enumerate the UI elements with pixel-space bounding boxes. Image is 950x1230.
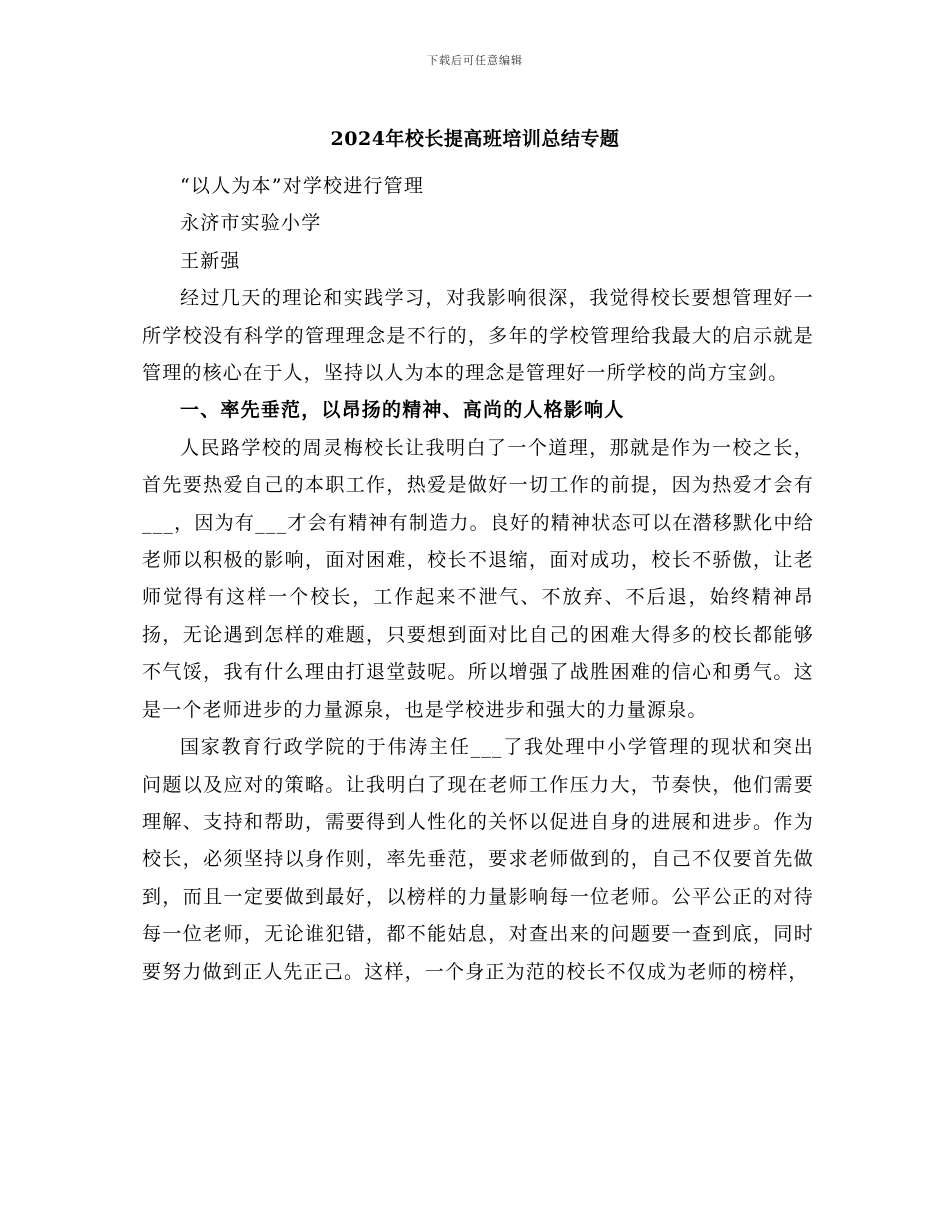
section-heading-1: 一、率先垂范，以昂扬的精神、高尚的人格影响人 xyxy=(180,399,625,422)
paragraph-yu: 国家教育行政学院的于伟涛主任___了我处理中小学管理的现状和突出问题以及应对的策略。让我明白了现在老师工作压力大，节奏快，他们需要理解、支持和帮助，需要得到人性化的关怀以促进自身的进展和进步。作为校长，必须坚持以身作则，率先垂范，要求老师做到的，自己不仅要首先做到，而且一定要做到最好，以榜样的力量影响每一位老师。公平公正的对待每一位老师，无论谁犯错，都不能姑息，对查出来的问题要一查到底，同时要努力做到正人先正己。这样，一个身正为范的校长不仅成为老师的榜样， xyxy=(142,736,814,983)
page-header-note: 下载后可任意编辑 xyxy=(427,54,523,67)
author-line: 王新强 xyxy=(180,249,241,272)
paragraph-zhou: 人民路学校的周灵梅校长让我明白了一个道理，那就是作为一校之长，首先要热爱自己的本职工作，热爱是做好一切工作的前提，因为热爱才会有___，因为有___才会有精神有制造力。良好的精神状态可以在潜移默化中给老师以积极的影响，面对困难，校长不退缩，面对成功，校长不骄傲，让老师觉得有这样一个校长，工作起来不泄气、不放弃、不后退，始终精神昂扬，无论遇到怎样的难题，只要想到面对比自己的困难大得多的校长都能够不气馁，我有什么理由打退堂鼓呢。所以增强了战胜困难的信心和勇气。这是一个老师进步的力量源泉，也是学校进步和强大的力量源泉。 xyxy=(142,436,814,721)
subtitle-line: “以人为本”对学校进行管理 xyxy=(180,175,425,197)
school-line: 永济市实验小学 xyxy=(180,212,322,235)
paragraph-intro: 经过几天的理论和实践学习，对我影响很深，我觉得校长要想管理好一所学校没有科学的管理理念是不行的，多年的学校管理给我最大的启示就是管理的核心在于人，坚持以人为本的理念是管理好一所学校的尚方宝剑。 xyxy=(142,287,814,385)
document-title: 2024年校长提高班培训总结专题 xyxy=(330,128,620,150)
document-body xyxy=(142,168,814,991)
